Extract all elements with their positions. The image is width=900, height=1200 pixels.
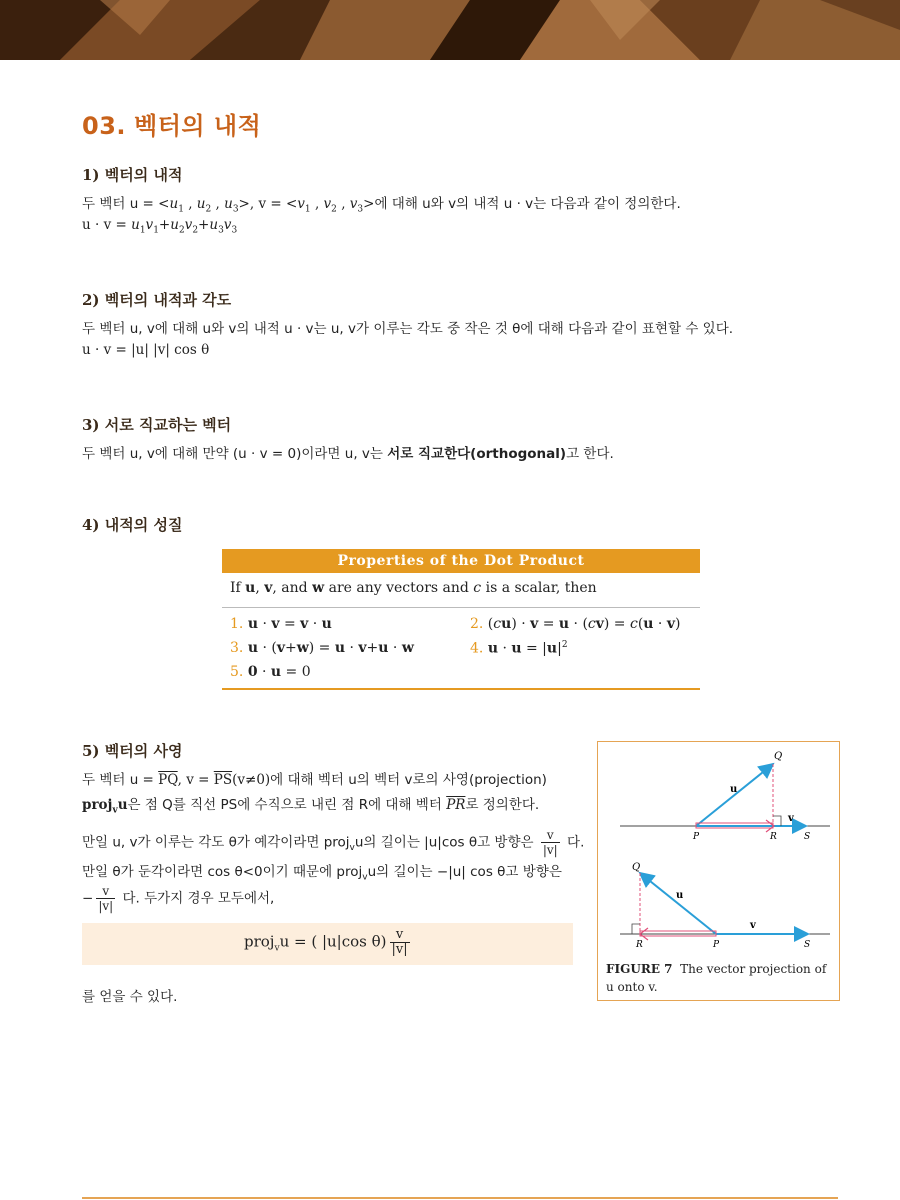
- dot-angle-text: 두 벡터 u, v에 대해 u와 v의 내적 u · v는 u, v가 이루는 각도 중 작은 것 θ에 대해 다음과 같이 표현할 수 있다.: [82, 321, 734, 337]
- projection-line-3: 만일 u, v가 이루는 각도 θ가 예각이라면 proj$_v$u의 길이는 |u|cos θ고 방향은 $\frac{v}{|v|}$ 다.: [82, 828, 585, 857]
- figure-caption: FIGURE 7 The vector projection of u onto v.: [606, 962, 827, 994]
- property-4: 4. $u \cdot u = |u|^2$: [470, 640, 568, 657]
- section-title: [82, 106, 261, 141]
- projection-formula-box: [82, 923, 573, 965]
- projection-line-1: 두 벡터 $u = \overline{PQ}$, $v = \overline{PS}(v\ne 0)$에 대해 벡터 u의 벡터 v로의 사영(projection): [82, 772, 547, 788]
- label-p-2: P: [713, 940, 720, 950]
- property-5: 5. 0 · u = 0: [230, 664, 311, 680]
- heading-orthogonal: 3) 서로 직교하는 벡터: [82, 416, 232, 434]
- heading-dot-product: 1) 벡터의 내적: [82, 166, 183, 184]
- label-r-2: R: [636, 940, 643, 950]
- fraction-v-over-norm: $\frac{v}{|v|}$: [542, 828, 558, 857]
- header-banner: [0, 0, 900, 60]
- heading-properties: 4) 내적의 성질: [82, 516, 183, 534]
- orthogonal-text: 두 벡터 u, v에 대해 만약 (u · v = 0)이라면 u, v는 서로 직교한다(orthogonal)고 한다.: [82, 446, 614, 462]
- properties-table-rows: [222, 608, 700, 690]
- dot-product-definition: 두 벡터 $u = <u_1$ , $u_2$ , $u_3>$, $v = <v_1$ , $v_2$ , $v_3>$에 대해 u와 v의 내적 u · v는 다음과 같이 정의한다.: [82, 196, 681, 215]
- projection-line-6: 를 얻을 수 있다.: [82, 989, 178, 1005]
- label-s-2: S: [804, 940, 811, 950]
- section-title-text: 벡터의 내적: [134, 112, 262, 140]
- label-q-1: Q: [774, 751, 783, 762]
- label-u-2: u: [676, 890, 684, 901]
- label-v-2: v: [750, 920, 756, 931]
- label-v-1: v: [788, 813, 794, 824]
- projection-formula: proj$_v$u = ( |u|cos θ) $\frac{v}{|v|}$: [244, 927, 408, 957]
- projection-line-5: − $\frac{v}{|v|}$ 다. 두가지 경우 모두에서,: [82, 884, 275, 913]
- dot-product-formula: $u \cdot v = u_1v_1+u_2v_2+u_3v_3$: [82, 217, 238, 236]
- vector-u-2: [640, 873, 716, 934]
- projection-line-2: proj$_v$u은 점 Q를 직선 PS에 수직으로 내린 점 R에 대해 벡터 $\overline{PR}$로 정의한다.: [82, 797, 540, 816]
- projection-line-4: 만일 θ가 둔각이라면 cos θ<0이기 때문에 proj$_v$u의 길이는 −|u| cos θ고 방향은: [82, 864, 562, 883]
- heading-projection: 5) 벡터의 사영: [82, 742, 183, 760]
- section-number: 03.: [82, 112, 127, 140]
- label-r-1: R: [770, 832, 777, 842]
- label-u-1: u: [730, 784, 738, 795]
- fraction-neg-v-over-norm: $\frac{v}{|v|}$: [98, 884, 114, 913]
- label-q-2: Q: [632, 862, 641, 873]
- property-2: 2. (cu) · v = u · (cv) = c(u · v): [470, 616, 681, 632]
- heading-dot-angle: 2) 벡터의 내적과 각도: [82, 291, 232, 309]
- dot-angle-formula: u · v = |u| |v| cos θ: [82, 342, 210, 358]
- properties-table-intro: If u, v, and w are any vectors and c is a scalar, then: [222, 573, 700, 608]
- label-s-1: S: [804, 832, 811, 842]
- footer-divider: [82, 1197, 838, 1199]
- label-p-1: P: [693, 832, 700, 842]
- figure-vector-projection: [597, 741, 840, 1001]
- vector-u-1: [696, 764, 773, 826]
- projection-diagram: [598, 742, 839, 957]
- property-3: 3. u · (v+w) = u · v+u · w: [230, 640, 414, 656]
- property-1: 1. u · v = v · u: [230, 616, 332, 632]
- properties-table: [222, 549, 700, 690]
- properties-table-header: Properties of the Dot Product: [222, 549, 700, 573]
